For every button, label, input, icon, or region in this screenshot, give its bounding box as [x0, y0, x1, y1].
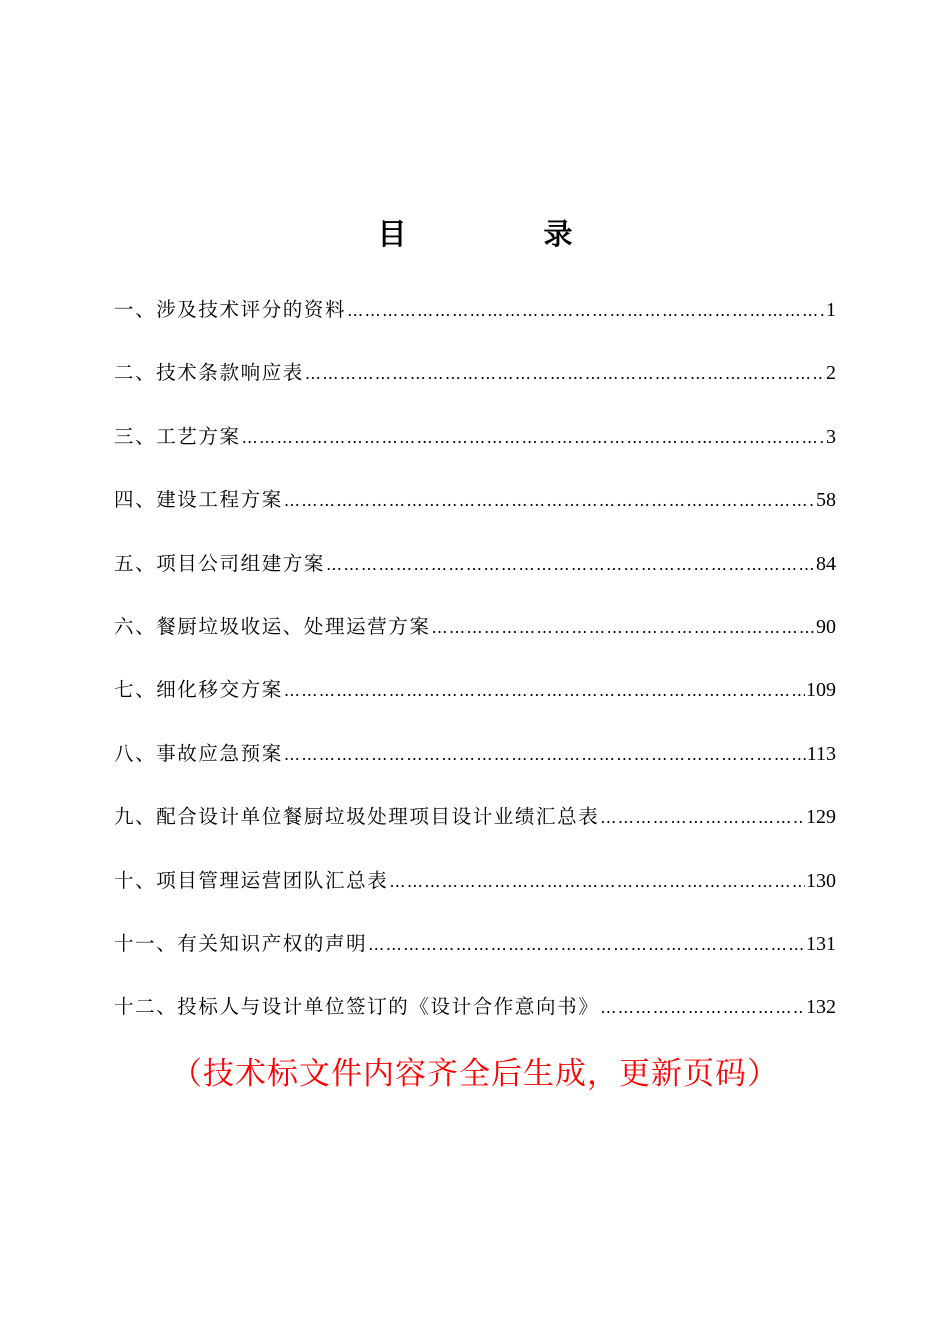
toc-entry-label: 十一、有关知识产权的声明 [114, 931, 368, 955]
toc-entry-label: 六、餐厨垃圾收运、处理运营方案 [114, 614, 431, 638]
toc-entry-label: 二、技术条款响应表 [114, 361, 304, 385]
toc-leader-dots [600, 796, 805, 840]
toc-entry-page: 90 [816, 615, 836, 638]
toc-entry-3[interactable] [114, 415, 836, 478]
toc-entry-label: 一、涉及技术评分的资料 [114, 298, 347, 321]
toc-entry-page: 2 [826, 362, 836, 385]
toc-entry-1[interactable] [114, 288, 836, 351]
toc-entry-label: 三、工艺方案 [114, 424, 241, 448]
toc-entry-page: 129 [806, 806, 836, 829]
toc-entry-label: 十、项目管理运营团队汇总表 [114, 868, 389, 892]
toc-entry-page: 130 [806, 869, 836, 892]
toc-entry-page: 3 [826, 425, 836, 448]
toc-entry-9[interactable] [114, 795, 836, 858]
toc-leader-dots [432, 606, 815, 650]
toc-entry-page: 84 [816, 552, 836, 575]
toc-entry-label: 五、项目公司组建方案 [114, 551, 326, 575]
toc-entry-10[interactable] [114, 859, 836, 922]
toc-leader-dots [600, 986, 805, 1030]
toc-entry-8[interactable] [114, 732, 836, 795]
toc-entry-page: 58 [816, 489, 836, 512]
toc-entry-label: 四、建设工程方案 [114, 488, 283, 512]
toc-entry-11[interactable] [114, 922, 836, 985]
toc-leader-dots [284, 733, 806, 777]
toc-entry-page: 109 [806, 679, 836, 702]
toc-entry-5[interactable] [114, 542, 836, 605]
toc-entry-12[interactable] [114, 985, 836, 1048]
toc-leader-dots [242, 416, 825, 460]
toc-leader-dots [347, 289, 825, 333]
toc-entry-page: 1 [826, 299, 836, 321]
toc-entry-label: 十二、投标人与设计单位签订的《设计合作意向书》 [114, 995, 600, 1019]
toc-leader-dots [326, 543, 815, 587]
toc-entry-2[interactable] [114, 351, 836, 414]
toc-leader-dots [368, 923, 805, 967]
toc-entry-label: 九、配合设计单位餐厨垃圾处理项目设计业绩汇总表 [114, 805, 600, 829]
toc-entry-4[interactable] [114, 478, 836, 541]
toc-entry-7[interactable] [114, 668, 836, 731]
toc-leader-dots [305, 352, 825, 396]
toc-entry-6[interactable] [114, 605, 836, 668]
toc-leader-dots [284, 479, 815, 523]
toc-leader-dots [389, 860, 805, 904]
toc-entry-page: 132 [806, 996, 836, 1019]
toc-entry-page: 113 [806, 742, 836, 765]
toc-entry-page: 131 [806, 932, 836, 955]
page-title: 目 录 [377, 217, 627, 251]
toc-entry-label: 八、事故应急预案 [114, 741, 283, 765]
toc-leader-dots [284, 669, 805, 713]
page-number-note: （技术标文件内容齐全后生成，更新页码） [171, 1056, 779, 1092]
toc-entry-label: 七、细化移交方案 [114, 678, 283, 702]
table-of-contents [114, 288, 836, 1049]
